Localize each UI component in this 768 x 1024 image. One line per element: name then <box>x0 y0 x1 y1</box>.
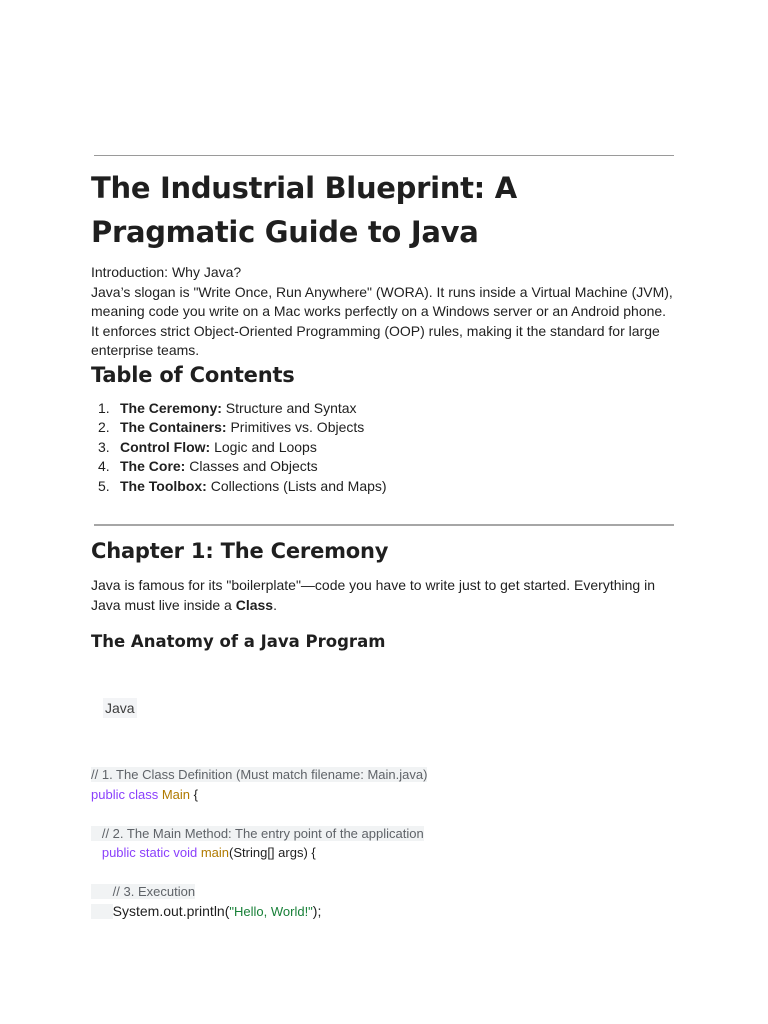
code-line <box>91 824 427 844</box>
code-keyword: public static void <box>101 845 201 860</box>
code-signature: (String[] args) { <box>229 845 316 860</box>
code-block[interactable] <box>91 765 427 921</box>
toc-heading: Table of Contents <box>91 363 295 387</box>
code-indent <box>91 904 113 919</box>
code-identifier: main <box>200 845 230 860</box>
toc-item-title: The Core: <box>120 458 186 475</box>
code-indent <box>91 884 113 899</box>
toc-item-desc: Classes and Objects <box>185 458 318 475</box>
code-indent <box>91 826 102 841</box>
code-blank-line <box>91 863 427 883</box>
toc-number: 5. <box>98 477 110 494</box>
code-line <box>91 902 427 922</box>
toc-item <box>91 477 387 496</box>
toc-item-desc: Structure and Syntax <box>221 400 357 416</box>
chapter-text-part: Java is famous for its "boilerplate"—code you have to write just to get started. Everything in Java must live inside a <box>91 577 655 613</box>
code-line <box>91 765 427 785</box>
code-keyword: public class <box>91 786 162 802</box>
code-line <box>91 785 427 805</box>
intro-body: Java’s slogan is "Write Once, Run Anywhere" (WORA). It runs inside a Virtual Machine (JVM), meaning code you write on a Mac works perfectly on a Windows server or an Android phone. It enforces strict Object-Oriented Programming (OOP) rules, making it the standard for large enterprise teams. <box>91 283 673 358</box>
table-of-contents <box>91 399 387 496</box>
section-divider <box>94 524 674 526</box>
toc-item <box>91 399 387 418</box>
toc-item-desc: Collections (Lists and Maps) <box>206 477 387 494</box>
code-punctuation: { <box>190 786 198 802</box>
toc-item <box>91 457 387 476</box>
code-call: System.out.println( <box>112 902 230 919</box>
toc-item-desc: Logic and Loops <box>210 438 317 455</box>
toc-item-title: Control Flow: <box>120 438 211 455</box>
code-identifier: Main <box>161 786 190 802</box>
chapter-text-end: . <box>273 596 277 613</box>
code-comment: // 2. The Main Method: The entry point of the application <box>101 825 424 841</box>
code-comment: // 1. The Class Definition (Must match filename: Main.java) <box>91 767 428 782</box>
toc-number: 1. <box>98 400 110 416</box>
section-subheading: The Anatomy of a Java Program <box>91 632 386 651</box>
code-comment: // 3. Execution <box>112 884 196 899</box>
document-title: The Industrial Blueprint: A Pragmatic Guide to Java <box>91 171 517 249</box>
code-line <box>91 882 427 902</box>
chapter-text-bold: Class <box>235 596 274 613</box>
intro-heading: Introduction: Why Java? <box>91 264 242 280</box>
toc-number: 2. <box>98 419 110 436</box>
toc-item-desc: Primitives vs. Objects <box>226 419 365 436</box>
code-language-label: Java <box>105 700 135 716</box>
code-punctuation: ); <box>312 902 322 919</box>
code-indent <box>91 845 102 860</box>
code-string: "Hello, World!" <box>229 903 313 919</box>
code-blank-line <box>91 804 427 824</box>
toc-item <box>91 438 387 457</box>
toc-number: 4. <box>98 458 110 475</box>
chapter-heading: Chapter 1: The Ceremony <box>91 539 389 563</box>
toc-item-title: The Toolbox: <box>120 477 207 494</box>
toc-item <box>91 418 387 437</box>
toc-number: 3. <box>98 438 110 455</box>
toc-item-title: The Ceremony: <box>120 400 222 416</box>
top-divider <box>94 155 674 156</box>
introduction <box>91 263 676 361</box>
chapter-paragraph <box>91 576 676 615</box>
toc-item-title: The Containers: <box>120 419 227 436</box>
code-line <box>91 843 427 863</box>
